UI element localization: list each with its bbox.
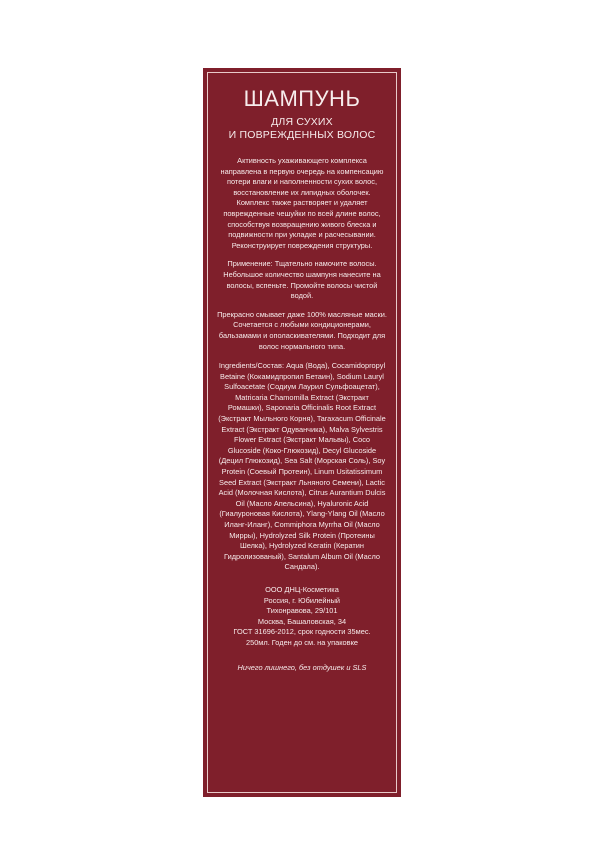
manufacturer-info	[217, 585, 387, 649]
subtitle-line-1: ДЛЯ СУХИХ	[271, 116, 333, 128]
manufacturer-line-4: Москва, Башаловская, 34	[257, 616, 347, 626]
product-label	[203, 68, 401, 797]
manufacturer-line-2: Россия, г. Юбилейный	[263, 595, 341, 605]
description-paragraph: Активность ухаживающего комплекса направлена в первую очередь на компенсацию потери влаги и наполненности сухих волос, восстановление их липидных оболочек. Комплекс также растворяет и удаляет поврежденные чешуйки по всей длине волос, способствуя возвращению живого блеска и подвижности при укладке и расчесывании. Реконструирует повреждения структуры.	[220, 156, 384, 250]
effect-paragraph: Прекрасно смывает даже 100% масляные маски. Сочетается с любыми кондиционерами, бальзамами и ополаскивателями. Подходит для волос нормального типа.	[217, 309, 387, 351]
tagline: Ничего лишнего, без отдушек и SLS	[237, 662, 367, 672]
manufacturer-line-5: ГОСТ 31696-2012, срок годности 35мес.	[233, 627, 371, 637]
ingredients-paragraph: Ingredients/Состав: Aqua (Вода), Cocamidopropyl Betaine (Кокамидпропил Бетаин), Sodium Lauryl Sulfoacetate (Содиум Лаурил Сульфоацетат), Matricaria Chamomilla Extract (Экстракт Ромашки), Saponaria Officinalis Root Extract (Экстракт Мыльного Корня), Taraxacum Officinale Extract (Экстракт Одуванчика), Malva Sylvestris Flower Extract (Экстракт Мальвы), Coco Glucoside (Коко-Глюкозид), Decyl Glucoside (Децил Глюкозид), Sea Salt (Морская Соль), Soy Protein (Соевый Протеин), Linum Usitatissimum Seed Extract (Экстракт Льняного Семени), Lactic Acid (Молочная Кислота), Citrus Aurantium Dulcis Oil (Масло Апельсина), Hyaluronic Acid (Гиалуроновая Кислота), Ylang-Ylang Oil (Масло Иланг-Иланг), Commiphora Myrrha Oil (Масло Мирры), Hydrolyzed Silk Protein (Протеины Шелка), Hydrolyzed Keratin (Кератин Гидролизованый), Santalum Album Oil (Масло Сандала).	[218, 361, 386, 572]
manufacturer-line-3: Тихонравова, 29/101	[266, 606, 338, 616]
manufacturer-line-1: ООО ДНЦ-Косметика	[265, 584, 339, 594]
product-subtitle	[217, 116, 387, 142]
subtitle-line-2: И ПОВРЕЖДЕННЫХ ВОЛОС	[228, 129, 376, 141]
product-title: ШАМПУНЬ	[243, 86, 361, 111]
usage-paragraph: Применение: Тщательно намочите волосы. Небольшое количество шампуня нанесите на волосы, вспеньте. Промойте волосы чистой водой.	[223, 259, 381, 301]
label-content	[217, 86, 387, 673]
manufacturer-line-6: 250мл. Годен до см. на упаковке	[245, 637, 359, 647]
